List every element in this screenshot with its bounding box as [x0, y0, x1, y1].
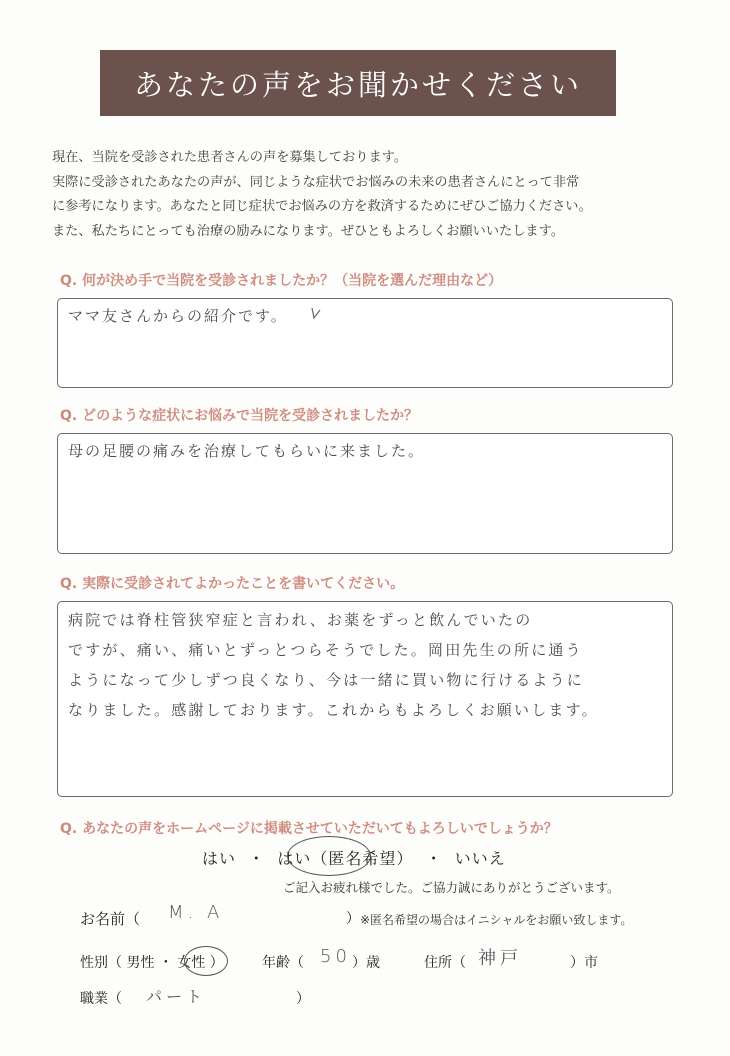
gender-selection-circle	[184, 946, 228, 976]
gender-field[interactable]: 性別（ 男性 ・ 女性 ）	[80, 955, 224, 971]
page-title: あなたの声をお聞かせください	[100, 50, 616, 116]
address-close: ）市	[570, 955, 598, 971]
consent-separator: ・	[248, 849, 266, 868]
answer-box-1[interactable]	[57, 298, 673, 388]
question-3-heading: Q. 実際に受診されてよかったことを書いてください。	[60, 576, 405, 592]
question-2-heading: Q. どのような症状にお悩みで当院を受診されましたか？	[60, 408, 419, 424]
question-1-heading: Q. 何が決め手で当院を受診されましたか？（当院を選んだ理由など）	[60, 273, 503, 289]
address-value[interactable]: 神戸	[478, 948, 522, 969]
age-close: ）歳	[352, 955, 380, 971]
name-label: お名前（	[80, 910, 141, 928]
intro-line: 実際に受診されたあなたの声が、同じような症状でお悩みの未来の患者さんにとって非常	[52, 174, 580, 190]
name-value[interactable]: M. A	[168, 902, 224, 923]
thanks-message: ご記入お疲れ様でした。ご協力誠にありがとうございます。	[283, 880, 620, 895]
name-note: ※匿名希望の場合はイニシャルをお願い致します。	[360, 913, 633, 927]
intro-line: 現在、当院を受診された患者さんの声を募集しております。	[52, 150, 408, 165]
answer-3-line: なりました。感謝しております。これからもよろしくお願いします。	[68, 701, 599, 719]
job-label: 職業（	[80, 991, 122, 1007]
answer-1-text: ママ友さんからの紹介です。	[68, 307, 288, 325]
answer-2-text: 母の足腰の痛みを治療してもらいに来ました。	[68, 442, 426, 460]
consent-no[interactable]: いいえ	[454, 849, 506, 868]
check-mark-icon	[310, 306, 322, 320]
consent-yes-anonymous[interactable]: はい（匿名希望）	[277, 849, 414, 868]
intro-paragraph	[52, 146, 692, 244]
job-value[interactable]: パート	[146, 987, 207, 1006]
answer-box-2[interactable]	[57, 433, 673, 554]
consent-yes[interactable]: はい	[202, 849, 237, 868]
job-close: ）	[296, 991, 310, 1007]
answer-box-3[interactable]	[57, 601, 673, 797]
age-value[interactable]: 50	[320, 946, 351, 967]
name-close: ）	[346, 911, 360, 927]
age-label: 年齢（	[262, 955, 304, 971]
question-4-heading: Q. あなたの声をホームページに掲載させていただいてもよろしいでしょうか？	[60, 821, 558, 837]
address-label: 住所（	[424, 955, 466, 971]
answer-3-line: ようになって少しずつ良くなり、今は一緒に買い物に行けるように	[68, 671, 585, 689]
intro-line: に参考になります。あなたと同じ症状でお悩みの方を救済するためにぜひご協力ください。	[52, 199, 592, 214]
answer-3-text	[68, 605, 662, 725]
answer-3-line: ですが、痛い、痛いとずっとつらそうでした。岡田先生の所に通う	[68, 641, 583, 659]
consent-selection-circle	[287, 836, 371, 876]
consent-separator: ・	[425, 849, 443, 868]
answer-3-line: 病院では脊柱管狭窄症と言われ、お薬をずっと飲んでいたの	[68, 611, 533, 629]
intro-line: また、私たちにとっても治療の励みになります。ぜひともよろしくお願いいたします。	[52, 223, 564, 239]
